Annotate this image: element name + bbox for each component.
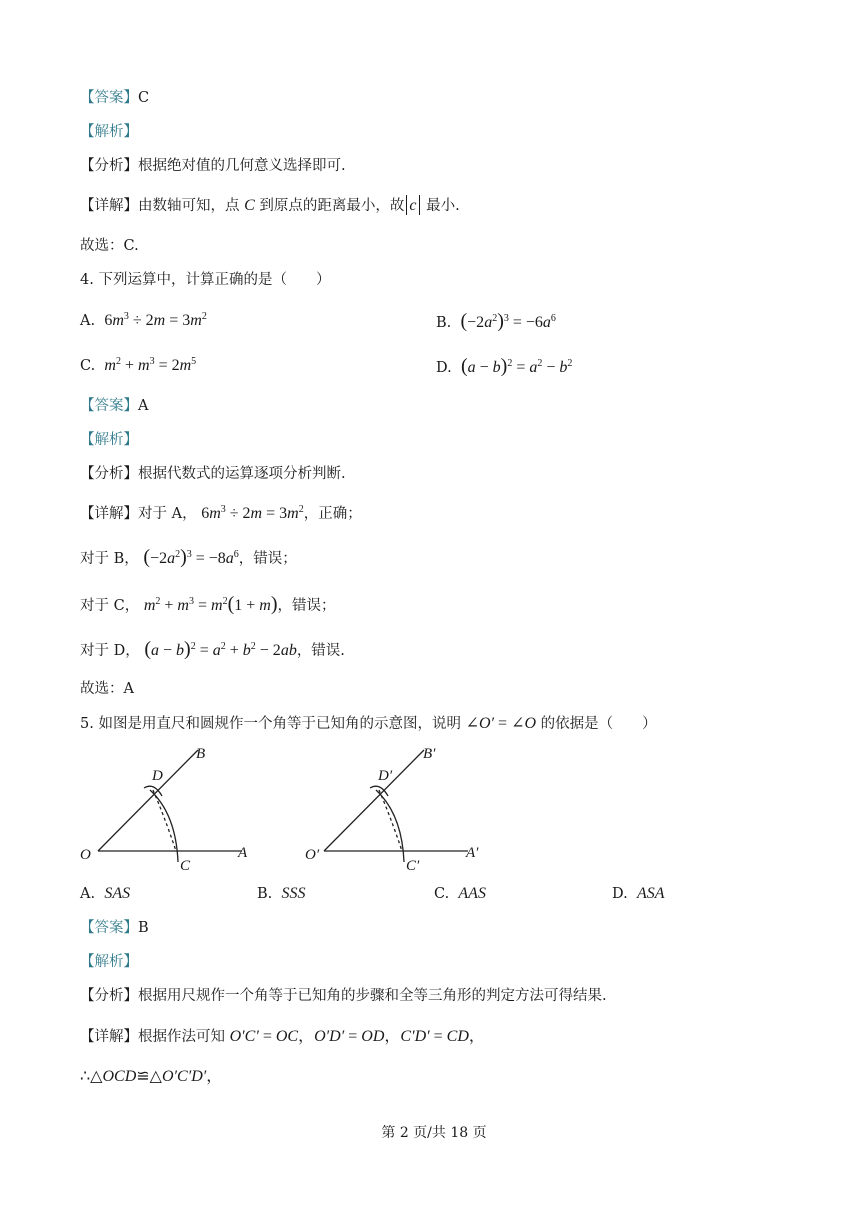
detail-formula: $(a - b)^2 = a^2 + b^2 - 2ab$ [144,638,297,660]
option-label: B. [257,886,273,902]
q5-fenxi-line [80,986,607,1006]
option-text: SSS [281,885,306,902]
stem-formula: ∠O′ = ∠O [465,715,537,732]
fenxi-text: 根据绝对值的几何意义选择即可. [138,158,346,174]
option-label: C. [80,358,96,374]
label-a-prime: A′ [466,845,479,861]
detail-verdict: ，错误； [277,598,336,614]
xiangjie-text-2: 到原点的距离最小，故 [259,198,405,214]
fenxi-tag: 【分析】 [80,466,138,482]
q4-answer-line [80,396,148,416]
q5-option-d [612,884,664,904]
right-figure [324,750,468,862]
option-label: D. [612,886,628,902]
detail-verdict: ，错误； [238,551,297,567]
q4-detail-b [80,547,297,569]
q4-stem: 4. 下列运算中，计算正确的是（ ） [80,272,331,288]
xiangjie-tag: 【详解】 [80,198,138,214]
q5-stem [80,714,657,734]
answer-tag: 【答案】 [80,920,138,936]
q3-fenxi-line [80,156,346,176]
segment-cd-prime-dashed [379,790,402,851]
answer-value: A [138,398,149,414]
answer-tag: 【答案】 [80,398,138,414]
xiangjie-text: 根据作法可知 [138,1029,225,1045]
q4-analysis-line [80,430,138,450]
q4-option-d [436,356,572,378]
answer-tag: 【答案】 [80,90,138,106]
q3-analysis-line [80,122,138,142]
analysis-tag: 【解析】 [80,954,138,970]
math-abs-c: c [409,197,417,214]
option-label: A. [80,313,96,329]
answer-value: C [138,90,150,106]
xiangjie-tag: 【详解】 [80,1029,138,1045]
congruence-formula: ∴△OCD≌△O′C′D′， [80,1068,223,1085]
label-o-prime: O′ [305,847,320,863]
q4-choice-line: 故选：A [80,681,134,697]
detail-label: 对于 A， [138,506,197,522]
q4-option-c [80,356,196,376]
detail-verdict: ，正确； [303,506,362,522]
q5-congruence-line [80,1067,222,1087]
label-d: D [152,768,163,784]
label-c: C [180,858,191,874]
q5-xiangjie-line [80,1027,485,1047]
math-var-c: C [244,197,255,214]
q5-option-a [80,884,130,904]
label-b: B [196,746,206,762]
detail-formula: $6m^3 \div 2m = 3m^2$ [201,504,304,522]
xiangjie-tag: 【详解】 [80,506,138,522]
detail-verdict: ，错误. [296,643,345,659]
q4-option-b [436,311,556,333]
analysis-tag: 【解析】 [80,124,138,140]
detail-formula: $m^2 + m^3 = m^2(1 + m)$ [143,593,278,615]
q5-answer-line [80,918,149,938]
fenxi-text: 根据代数式的运算逐项分析判断. [138,466,346,482]
q3-xiangjie-line [80,195,460,216]
stem-text-2: 的依据是（ ） [540,716,657,732]
stem-text-1: 5. 如图是用直尺和圆规作一个角等于已知角的示意图，说明 [80,716,461,732]
xiangjie-text-1: 由数轴可知，点 [138,198,240,214]
fenxi-text: 根据用尺规作一个角等于已知角的步骤和全等三角形的判定方法可得结果. [138,988,607,1004]
abs-bar-right [419,195,420,215]
option-text: AAS [458,885,486,902]
ray-ob [98,750,198,851]
q5-option-c [434,884,486,904]
detail-label: 对于 C， [80,598,140,614]
option-formula: $6m^3 \div 2m = 3m^2$ [104,311,207,329]
detail-formula: $(-2a^2)^3 = -8a^6$ [143,546,239,568]
label-o: O [80,847,91,863]
answer-value: B [138,920,149,936]
analysis-tag: 【解析】 [80,432,138,448]
fenxi-tag: 【分析】 [80,158,138,174]
q4-detail-a [80,504,362,524]
q5-analysis-line [80,952,138,972]
q4-detail-d [80,639,345,661]
left-figure [98,750,242,862]
label-b-prime: B′ [423,746,436,762]
option-label: A. [80,886,96,902]
segment-cd-dashed [153,790,176,851]
option-formula: $m^2 + m^3 = 2m^5$ [104,356,197,374]
abs-bar-left [406,195,407,215]
q5-option-b [257,884,305,904]
option-text: SAS [104,885,131,902]
option-formula: $(a - b)^2 = a^2 - b^2$ [460,355,573,377]
q3-answer-line [80,88,149,108]
q4-detail-c [80,594,336,616]
option-formula: $(-2a^2)^3 = -6a^6$ [460,310,556,332]
xiangjie-text-3: 最小. [426,198,460,214]
fenxi-tag: 【分析】 [80,988,138,1004]
page-footer: 第 2 页/共 18 页 [381,1125,487,1141]
q4-option-a [80,311,207,331]
detail-label: 对于 B， [80,551,139,567]
label-d-prime: D′ [378,768,393,784]
option-label: C. [434,886,450,902]
q3-choice-line: 故选：C. [80,238,139,254]
detail-label: 对于 D， [80,643,140,659]
label-a: A [238,845,248,861]
option-text: ASA [636,885,665,902]
xiangjie-formula: O′C′ = OC，O′D′ = OD，C′D′ = CD， [229,1028,485,1045]
q4-fenxi-line [80,464,346,484]
option-label: D. [436,360,452,376]
angle-construction-figure [70,738,630,878]
ray-ob-prime [324,750,424,851]
label-c-prime: C′ [406,858,420,874]
option-label: B. [436,315,452,331]
